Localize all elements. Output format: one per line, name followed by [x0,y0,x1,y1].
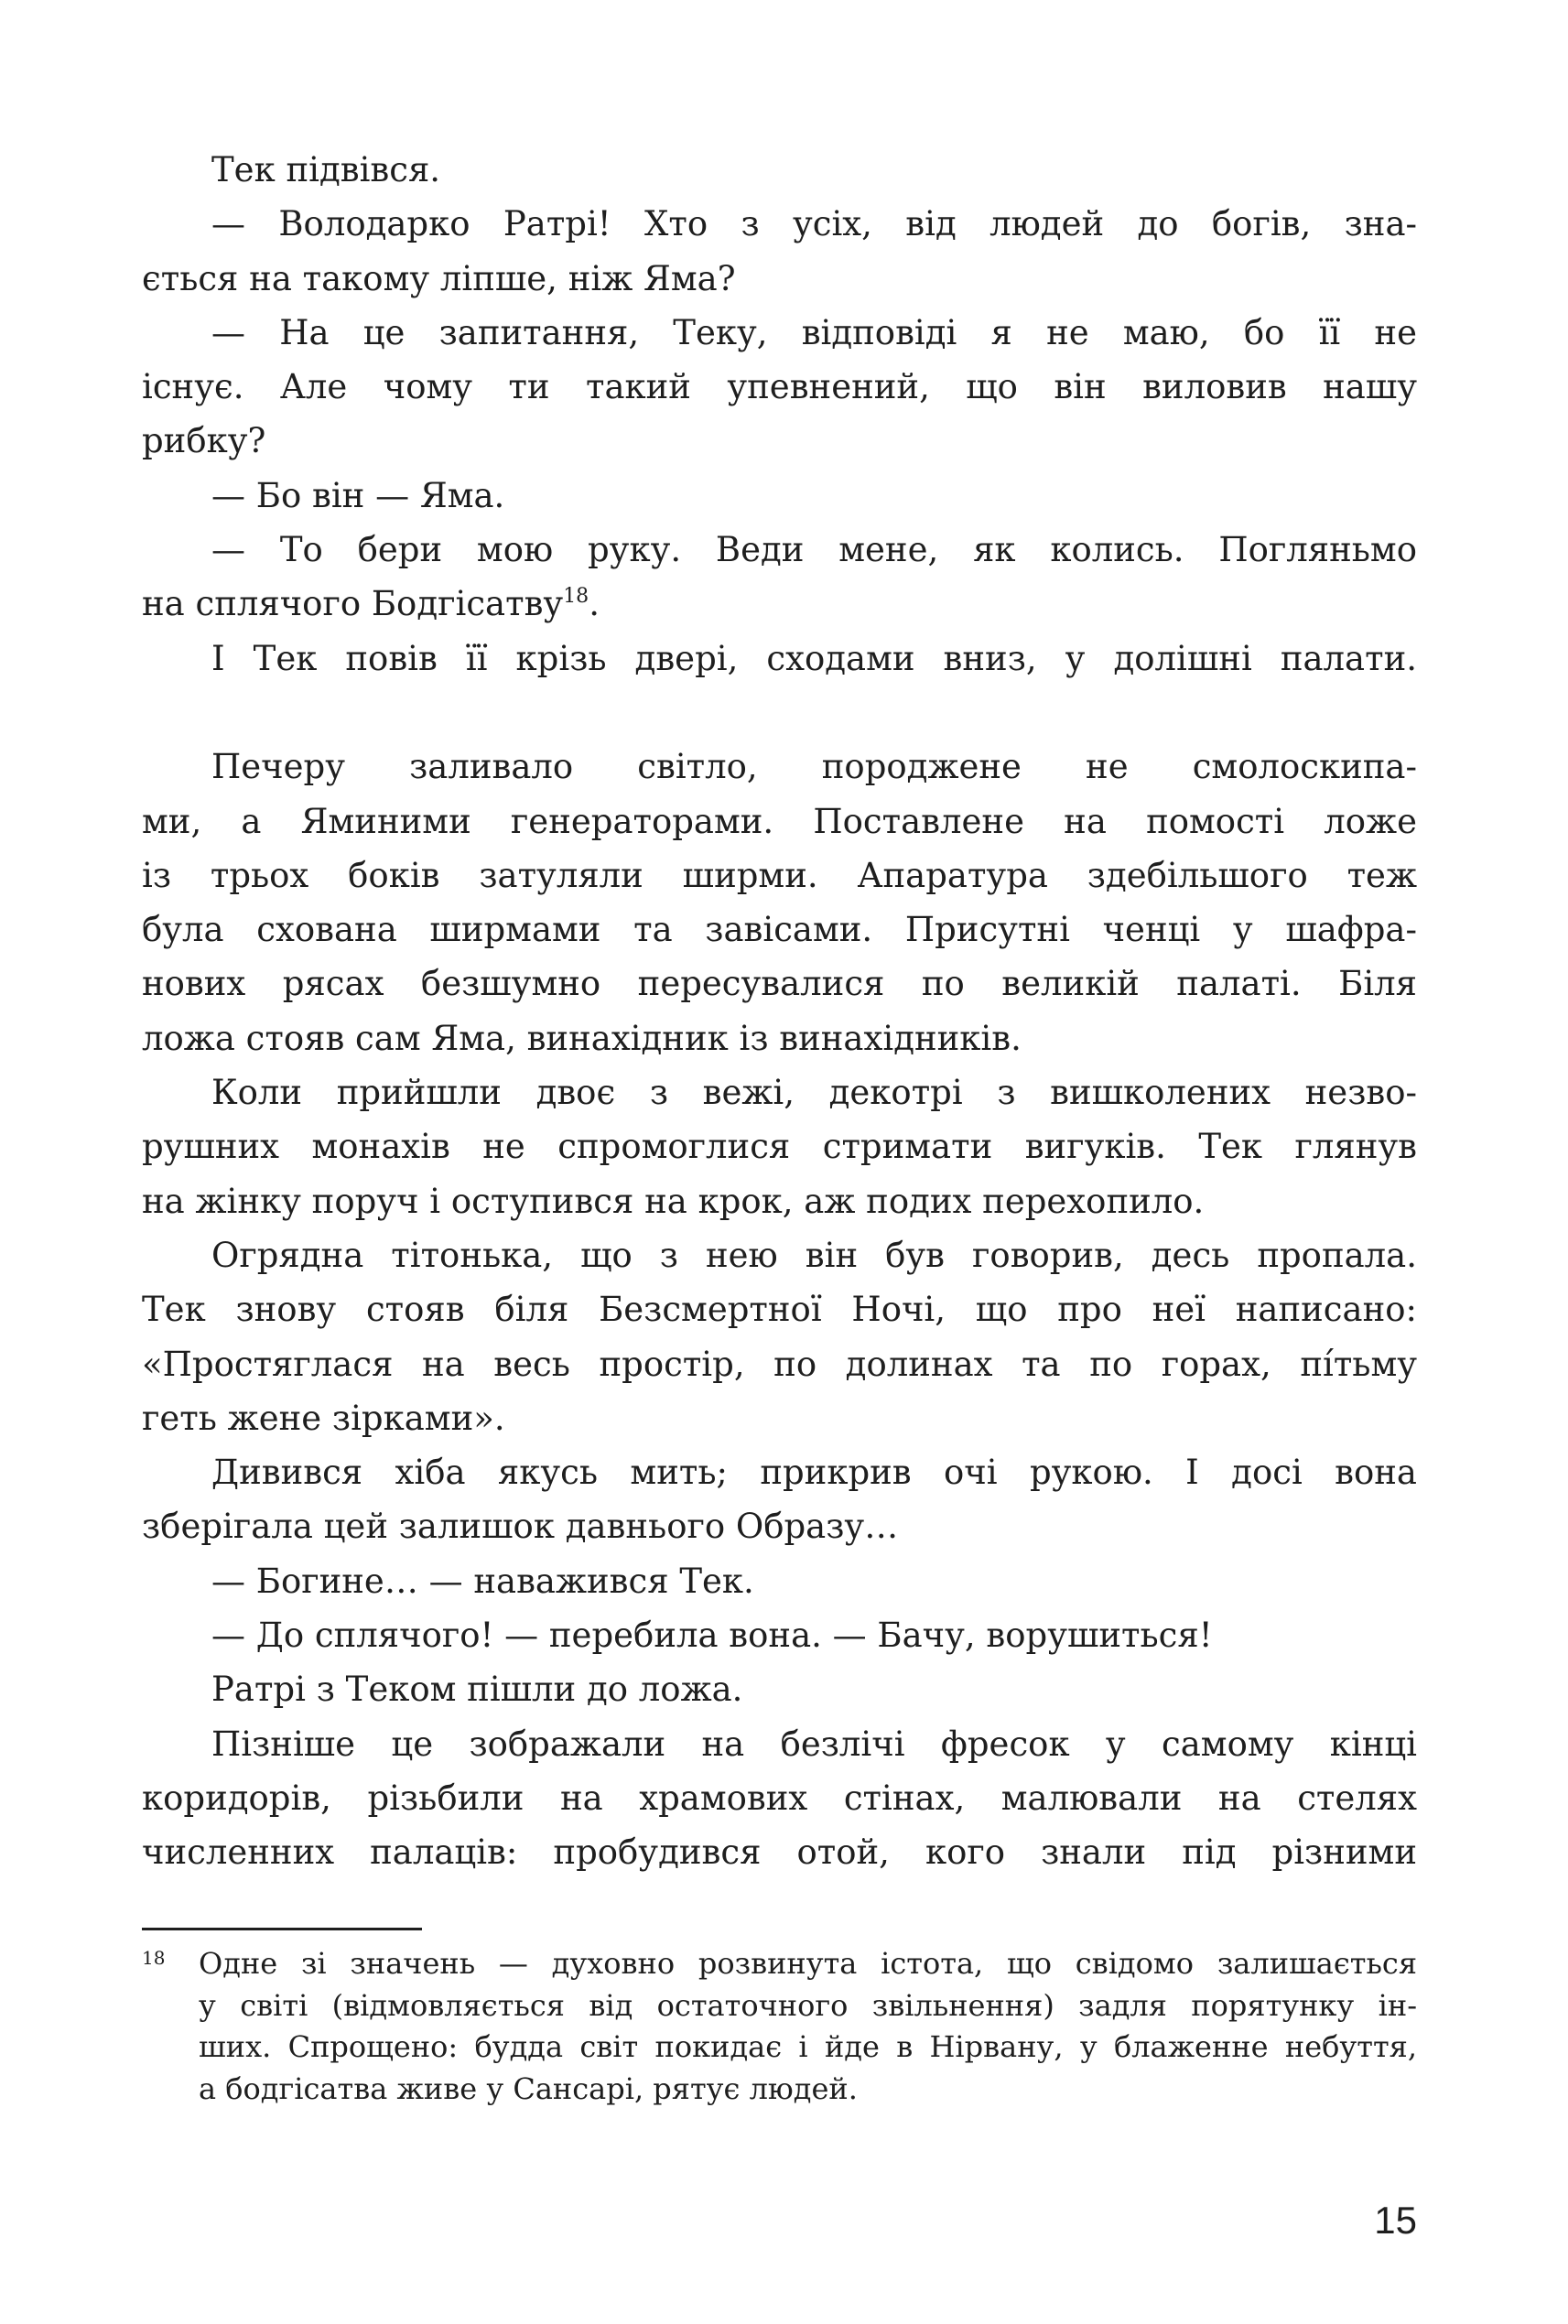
footnote-reference[interactable]: 18 [563,585,589,609]
text-line: нових рясах безшумно пересувалися по великій палаті. Біля [142,964,1417,1004]
footnote-number: 18 [142,1947,166,1969]
text-line: була схована ширмами та завісами. Присутні ченці у шафра- [142,910,1417,950]
text-line: «Простяглася на весь простір, по долинах та по горах, пі́тьму [142,1344,1417,1384]
text-line: із трьох боків затуляли ширми. Апаратура здебільшого теж [142,855,1417,895]
text-line: — До сплячого! — перебила вона. — Бачу, ворушиться! [211,1616,1213,1656]
footnote-line: у світі (відмовляється від остаточного звільнення) задля порятунку ін- [199,1987,1417,2023]
text-line: — На це запитання, Теку, відповіді я не маю, бо її не [211,312,1417,352]
text-line: Коли прийшли двоє з вежі, декотрі з вишколених незво- [211,1073,1417,1113]
text-line: ми, а Яминими генераторами. Поставлене на помості ложе [142,801,1417,841]
text-fragment: . [589,584,600,624]
text-line: рушних монахів не спромоглися стримати вигуків. Тек глянув [142,1127,1417,1167]
footnote [142,1943,1417,2110]
text-line: — Бо він — Яма. [211,475,505,515]
text-line: Ратрі з Теком пішли до ложа. [211,1670,743,1710]
text-line: на жінку поруч і оступився на крок, аж подих перехопило. [142,1181,1205,1221]
text-line: — Богине… — наважився Тек. [211,1561,754,1601]
text-fragment: на сплячого Бодгісатву [142,584,564,624]
footnote-line: ших. Спрощено: будда світ покидає і йде в Нірвану, у блаженне небуття, [199,2029,1417,2065]
text-line: зберігала цей залишок давнього Образу… [142,1507,899,1547]
text-line: численних палаців: пробудився отой, кого знали під різними [142,1832,1417,1873]
section-break [142,686,1417,740]
footnote-line: а бодгісатва живе у Сансарі, рятує людей. [199,2070,858,2106]
text-line: ється на такому ліпше, ніж Яма? [142,258,736,298]
text-line [142,577,1417,631]
footnote-divider [142,1928,422,1930]
text-line: геть жене зірками». [142,1398,505,1438]
text-line: І Тек повів її крізь двері, сходами вниз, у долішні палати. [211,638,1417,678]
text-line: існує. Але чому ти такий упевнений, що він виловив нашу [142,367,1417,407]
text-line: Тек знову стояв біля Безсмертної Ночі, що про неї написано: [142,1290,1417,1330]
text-line: рибку? [142,421,266,461]
text-line: Тек підвівся. [211,150,441,189]
text-line: ложа стояв сам Яма, винахідник із винахідників. [142,1018,1022,1058]
body-text [142,143,1417,1880]
text-line: Дивився хіба якусь мить; прикрив очі рукою. І досі вона [211,1453,1417,1493]
text-line: — Володарко Ратрі! Хто з усіх, від людей до богів, зна- [211,204,1417,244]
footnote-line: Одне зі значень — духовно розвинута істота, що свідомо залишається [199,1946,1417,1981]
text-line: — То бери мою руку. Веди мене, як колись. Погляньмо [211,530,1417,570]
text-line: Печеру заливало світло, породжене не смолоскипа- [211,747,1417,787]
page-number: 15 [1374,2199,1417,2242]
text-line: Огрядна тітонька, що з нею він був говорив, десь пропала. [211,1235,1417,1275]
text-line: Пізніше це зображали на безлічі фресок у самому кінці [211,1724,1417,1764]
text-line: коридорів, різьбили на храмових стінах, малювали на стелях [142,1778,1417,1818]
